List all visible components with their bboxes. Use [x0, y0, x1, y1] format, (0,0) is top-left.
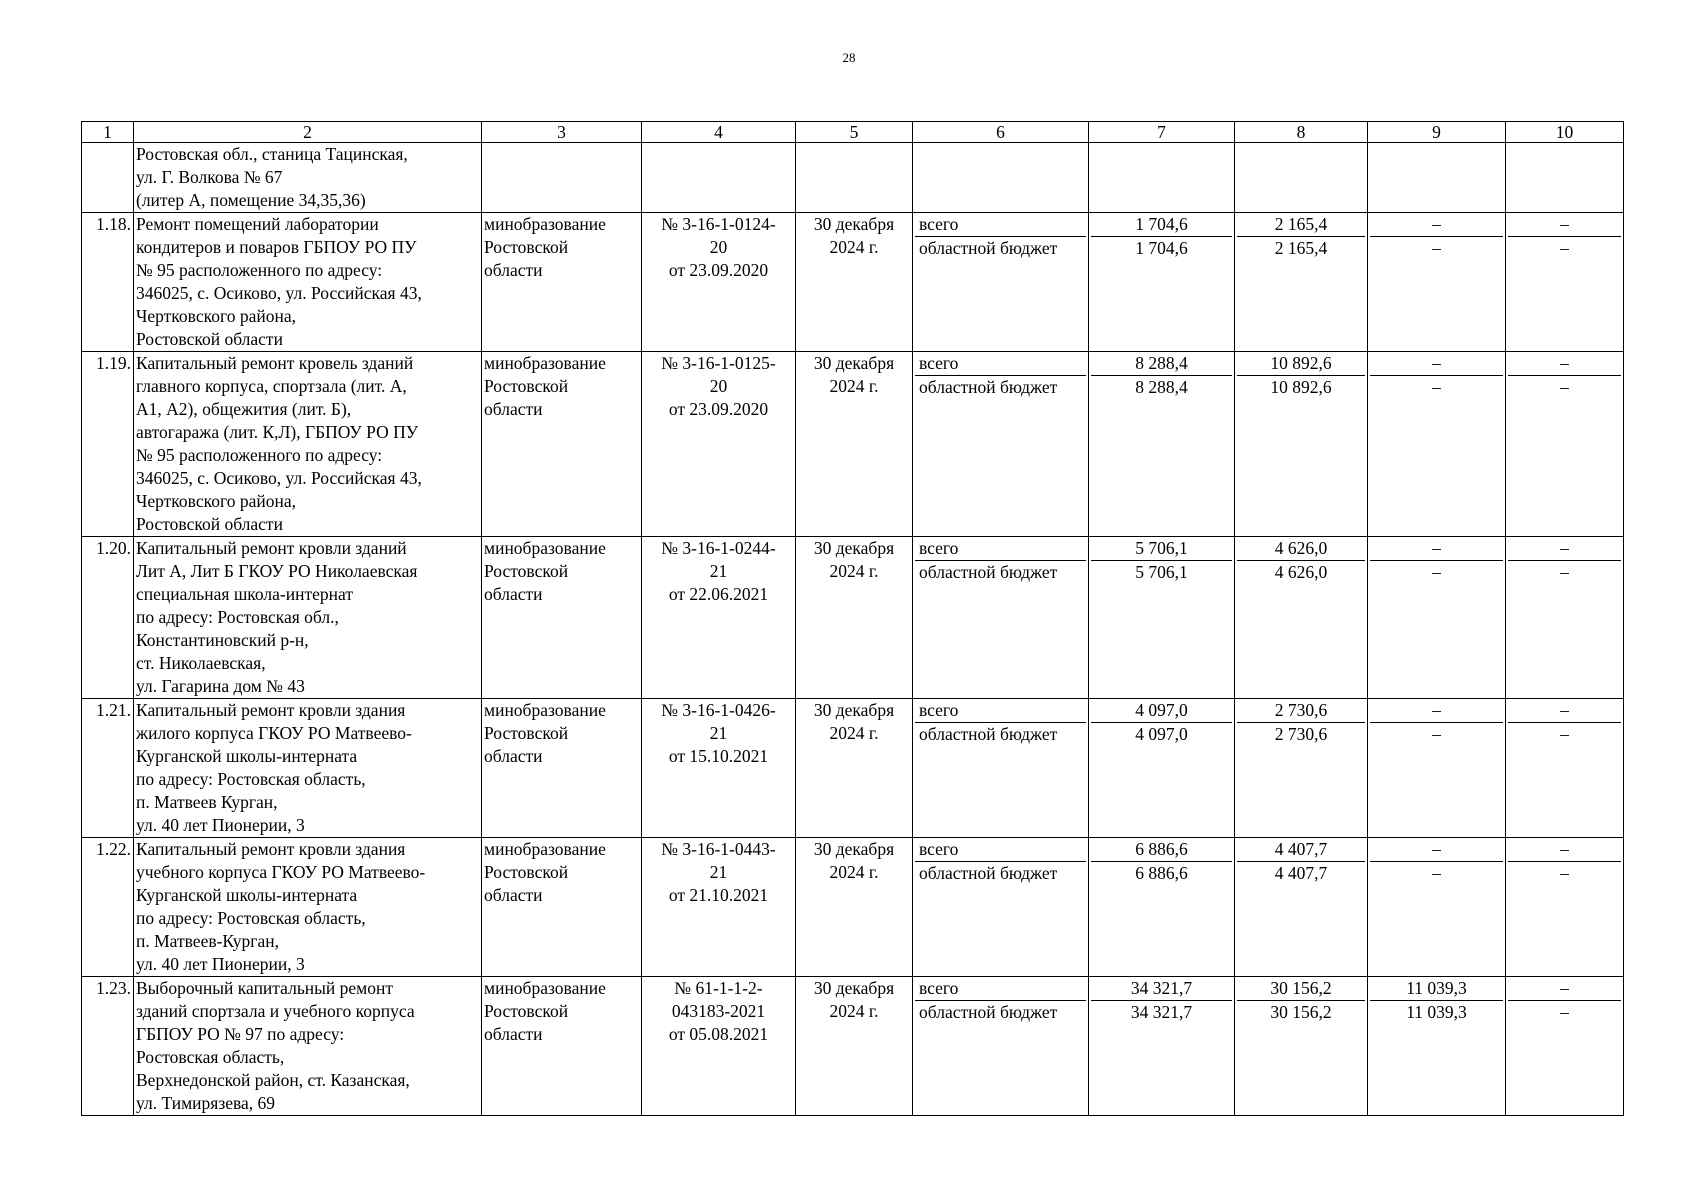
total-line: 34 321,7	[1091, 977, 1232, 1001]
total-line: 2 165,4	[1237, 213, 1365, 237]
funding-source-cell	[913, 537, 1089, 699]
responsible-org-cell: минобразование Ростовской области	[482, 699, 642, 838]
regional-budget-line: –	[1432, 562, 1441, 582]
amount-col7-cell	[1089, 699, 1235, 838]
expertise-document-cell: № 3-16-1-0124- 20 от 23.09.2020	[642, 213, 796, 352]
column-number: 3	[482, 122, 642, 143]
table-row	[82, 838, 1624, 977]
regional-budget-line: 8 288,4	[1135, 377, 1188, 397]
expertise-document-cell: № 61-1-1-2- 043183-2021 от 05.08.2021	[642, 977, 796, 1116]
regional-budget-line: –	[1432, 863, 1441, 883]
regional-budget-line: –	[1560, 724, 1569, 744]
regional-budget-line: –	[1560, 377, 1569, 397]
responsible-org-cell: минобразование Ростовской области	[482, 838, 642, 977]
continuation-row	[82, 143, 1624, 213]
total-line: 11 039,3	[1370, 977, 1503, 1001]
total-line: 8 288,4	[1091, 352, 1232, 376]
object-name-cell: Ростовская обл., станица Тацинская, ул. Г. Волкова № 67 (литер А, помещение 34,35,36)	[134, 143, 482, 213]
total-line: –	[1508, 352, 1621, 376]
column-number: 7	[1089, 122, 1235, 143]
table-row	[82, 213, 1624, 352]
empty-cell	[1506, 143, 1624, 213]
item-number-cell: 1.23.	[82, 977, 134, 1116]
amount-col9-cell	[1368, 352, 1506, 537]
funding-source-cell	[913, 838, 1089, 977]
amount-col7-cell	[1089, 838, 1235, 977]
regional-budget-line: –	[1560, 863, 1569, 883]
expertise-document-cell: № 3-16-1-0244- 21 от 22.06.2021	[642, 537, 796, 699]
amount-col9-cell	[1368, 838, 1506, 977]
total-line: 4 407,7	[1237, 838, 1365, 862]
expertise-document-cell: № 3-16-1-0125- 20 от 23.09.2020	[642, 352, 796, 537]
total-line: всего	[915, 537, 1086, 561]
total-line: 10 892,6	[1237, 352, 1365, 376]
regional-budget-line: 6 886,6	[1135, 863, 1188, 883]
regional-budget-line: областной бюджет	[919, 238, 1058, 258]
regional-budget-line: областной бюджет	[919, 377, 1058, 397]
amount-col8-cell	[1235, 213, 1368, 352]
column-number: 2	[134, 122, 482, 143]
total-line: 4 626,0	[1237, 537, 1365, 561]
total-line: –	[1370, 352, 1503, 376]
deadline-date-cell: 30 декабря 2024 г.	[796, 977, 913, 1116]
amount-col10-cell	[1506, 977, 1624, 1116]
regional-budget-line: –	[1432, 377, 1441, 397]
total-line: –	[1508, 537, 1621, 561]
amount-col10-cell	[1506, 838, 1624, 977]
item-number-cell: 1.20.	[82, 537, 134, 699]
total-line: всего	[915, 352, 1086, 376]
empty-cell	[1089, 143, 1235, 213]
funding-source-cell	[913, 977, 1089, 1116]
responsible-org-cell: минобразование Ростовской области	[482, 977, 642, 1116]
object-name-cell: Ремонт помещений лаборатории кондитеров и поваров ГБПОУ РО ПУ № 95 расположенного по адресу: 346025, с. Осиково, ул. Российская 43, Чертковского района, Ростовской области	[134, 213, 482, 352]
regional-budget-line: 4 626,0	[1274, 562, 1328, 582]
expertise-document-cell: № 3-16-1-0443- 21 от 21.10.2021	[642, 838, 796, 977]
table-row	[82, 977, 1624, 1116]
amount-col9-cell	[1368, 699, 1506, 838]
deadline-date-cell: 30 декабря 2024 г.	[796, 352, 913, 537]
amount-col8-cell	[1235, 352, 1368, 537]
column-number: 8	[1235, 122, 1368, 143]
regional-budget-line: областной бюджет	[919, 1002, 1058, 1022]
item-number-cell: 1.19.	[82, 352, 134, 537]
regional-budget-line: 2 730,6	[1274, 724, 1328, 744]
amount-col8-cell	[1235, 838, 1368, 977]
total-line: –	[1370, 699, 1503, 723]
responsible-org-cell: минобразование Ростовской области	[482, 537, 642, 699]
page-number: 28	[842, 50, 856, 65]
amount-col8-cell	[1235, 977, 1368, 1116]
total-line: 2 730,6	[1237, 699, 1365, 723]
total-line: 30 156,2	[1237, 977, 1365, 1001]
amount-col10-cell	[1506, 352, 1624, 537]
empty-cell	[642, 143, 796, 213]
funding-source-cell	[913, 699, 1089, 838]
total-line: всего	[915, 977, 1086, 1001]
amount-col7-cell	[1089, 352, 1235, 537]
responsible-org-cell: минобразование Ростовской области	[482, 352, 642, 537]
total-line: –	[1370, 213, 1503, 237]
deadline-date-cell: 30 декабря 2024 г.	[796, 213, 913, 352]
empty-cell	[1235, 143, 1368, 213]
regional-budget-line: областной бюджет	[919, 863, 1058, 883]
regional-budget-line: 1 704,6	[1135, 238, 1188, 258]
total-line: –	[1508, 699, 1621, 723]
total-line: –	[1508, 977, 1621, 1001]
item-number-cell: 1.22.	[82, 838, 134, 977]
amount-col10-cell	[1506, 213, 1624, 352]
total-line: –	[1370, 537, 1503, 561]
total-line: –	[1370, 838, 1503, 862]
empty-cell	[796, 143, 913, 213]
regional-budget-line: –	[1560, 238, 1569, 258]
regional-budget-line: 4 097,0	[1135, 724, 1188, 744]
column-number: 9	[1368, 122, 1506, 143]
regional-budget-line: –	[1560, 1002, 1569, 1022]
deadline-date-cell: 30 декабря 2024 г.	[796, 838, 913, 977]
regional-budget-line: 30 156,2	[1270, 1002, 1332, 1022]
expertise-document-cell: № 3-16-1-0426- 21 от 15.10.2021	[642, 699, 796, 838]
column-number: 4	[642, 122, 796, 143]
deadline-date-cell: 30 декабря 2024 г.	[796, 699, 913, 838]
responsible-org-cell: минобразование Ростовской области	[482, 213, 642, 352]
amount-col7-cell	[1089, 537, 1235, 699]
amount-col8-cell	[1235, 537, 1368, 699]
amount-col9-cell	[1368, 977, 1506, 1116]
amount-col7-cell	[1089, 977, 1235, 1116]
regional-budget-line: областной бюджет	[919, 562, 1058, 582]
total-line: всего	[915, 838, 1086, 862]
empty-cell	[913, 143, 1089, 213]
total-line: всего	[915, 213, 1086, 237]
object-name-cell: Капитальный ремонт кровли здания жилого корпуса ГКОУ РО Матвеево- Курганской школы-интерната по адресу: Ростовская область, п. Матвеев Курган, ул. 40 лет Пионерии, 3	[134, 699, 482, 838]
object-name-cell: Капитальный ремонт кровли здания учебного корпуса ГКОУ РО Матвеево- Курганской школы-интерната по адресу: Ростовская область, п. Матвеев-Курган, ул. 40 лет Пионерии, 3	[134, 838, 482, 977]
item-number-cell: 1.21.	[82, 699, 134, 838]
amount-col9-cell	[1368, 213, 1506, 352]
object-name-cell: Выборочный капитальный ремонт зданий спортзала и учебного корпуса ГБПОУ РО № 97 по адресу: Ростовская область, Верхнедонской район, ст. Казанская, ул. Тимирязева, 69	[134, 977, 482, 1116]
regional-budget-line: 10 892,6	[1270, 377, 1332, 397]
regional-budget-line: 5 706,1	[1135, 562, 1188, 582]
total-line: 5 706,1	[1091, 537, 1232, 561]
column-number: 1	[82, 122, 134, 143]
total-line: 6 886,6	[1091, 838, 1232, 862]
object-name-cell: Капитальный ремонт кровель зданий главного корпуса, спортзала (лит. А, А1, А2), общежития (лит. Б), автогаража (лит. К,Л), ГБПОУ РО ПУ № 95 расположенного по адресу: 346025, с. Осиково, ул. Российская 43, Чертковского района, Ростовской области	[134, 352, 482, 537]
amount-col10-cell	[1506, 699, 1624, 838]
object-name-cell: Капитальный ремонт кровли зданий Лит А, Лит Б ГКОУ РО Николаевская специальная школа-интернат по адресу: Ростовская обл., Константиновский р-н, ст. Николаевская, ул. Гагарина дом № 43	[134, 537, 482, 699]
table-row	[82, 352, 1624, 537]
item-number-cell	[82, 143, 134, 213]
regional-budget-line: 4 407,7	[1274, 863, 1328, 883]
total-line: –	[1508, 838, 1621, 862]
total-line: 1 704,6	[1091, 213, 1232, 237]
funding-source-cell	[913, 213, 1089, 352]
empty-cell	[482, 143, 642, 213]
column-number: 6	[913, 122, 1089, 143]
budget-table	[81, 121, 1624, 1116]
table-row	[82, 537, 1624, 699]
total-line: –	[1508, 213, 1621, 237]
regional-budget-line: –	[1432, 724, 1441, 744]
item-number-cell: 1.18.	[82, 213, 134, 352]
amount-col9-cell	[1368, 537, 1506, 699]
regional-budget-line: –	[1560, 562, 1569, 582]
regional-budget-line: 34 321,7	[1130, 1002, 1193, 1022]
deadline-date-cell: 30 декабря 2024 г.	[796, 537, 913, 699]
table-row	[82, 699, 1624, 838]
regional-budget-line: областной бюджет	[919, 724, 1058, 744]
total-line: 4 097,0	[1091, 699, 1232, 723]
column-number-row	[82, 122, 1624, 143]
empty-cell	[1368, 143, 1506, 213]
amount-col8-cell	[1235, 699, 1368, 838]
amount-col7-cell	[1089, 213, 1235, 352]
total-line: всего	[915, 699, 1086, 723]
funding-source-cell	[913, 352, 1089, 537]
regional-budget-line: 11 039,3	[1406, 1002, 1467, 1022]
regional-budget-line: –	[1432, 238, 1441, 258]
amount-col10-cell	[1506, 537, 1624, 699]
column-number: 10	[1506, 122, 1624, 143]
regional-budget-line: 2 165,4	[1274, 238, 1328, 258]
column-number: 5	[796, 122, 913, 143]
